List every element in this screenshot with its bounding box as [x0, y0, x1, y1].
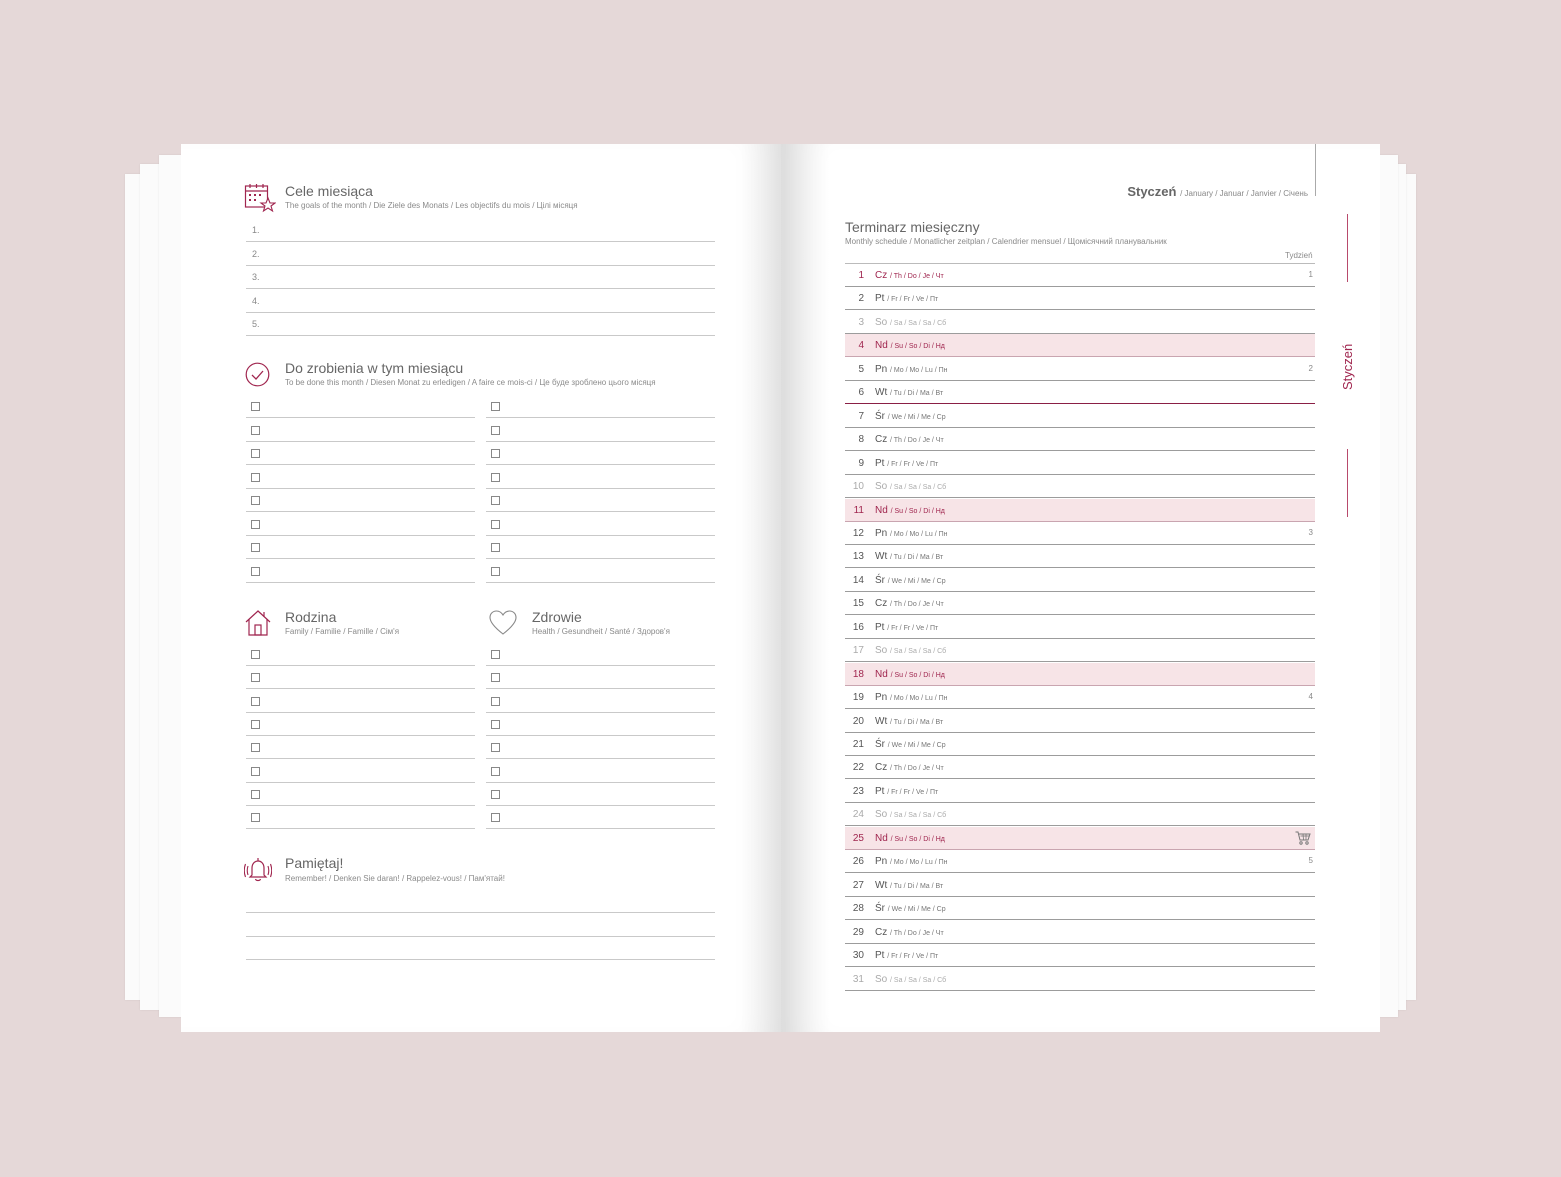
todo-line-right[interactable]	[486, 441, 715, 442]
day-number: 12	[852, 527, 864, 539]
todo-line-left[interactable]	[246, 488, 475, 489]
week-number: 2	[1308, 363, 1313, 373]
day-name	[875, 481, 946, 492]
day-translations: / Fr / Fr / Ve / Пт	[887, 624, 939, 632]
goal-number: 5.	[252, 319, 260, 329]
day-name	[875, 270, 944, 281]
day-abbrev: So	[875, 645, 888, 657]
bell-icon	[244, 856, 272, 884]
week-number: 5	[1308, 856, 1313, 866]
day-row[interactable]	[845, 405, 1315, 428]
day-row[interactable]	[845, 968, 1315, 991]
day-translations: / Fr / Fr / Ve / Пт	[887, 296, 939, 304]
day-abbrev: Pt	[875, 621, 885, 633]
day-number: 18	[852, 668, 864, 680]
day-number: 10	[852, 481, 864, 493]
day-row[interactable]	[845, 733, 1315, 756]
day-row[interactable]	[845, 874, 1315, 897]
family-health-line-right[interactable]	[486, 665, 715, 666]
day-number: 31	[852, 973, 864, 985]
day-translations: / We / Mi / Me / Ср	[887, 906, 946, 914]
todo-checkbox-left[interactable]	[251, 567, 260, 576]
day-row[interactable]	[845, 499, 1315, 522]
day-name	[875, 575, 946, 586]
day-translations: / Th / Do / Je / Чт	[890, 601, 944, 609]
day-translations: / We / Mi / Me / Ср	[887, 577, 946, 585]
day-row[interactable]	[845, 569, 1315, 592]
family-health-line-left[interactable]	[246, 665, 475, 666]
goal-line[interactable]	[246, 241, 715, 242]
todo-line-right[interactable]	[486, 535, 715, 536]
day-number: 3	[858, 316, 864, 328]
family-health-checkbox-right[interactable]	[491, 720, 500, 729]
day-name	[875, 293, 938, 304]
family-health-checkbox-left[interactable]	[251, 697, 260, 706]
day-abbrev: Cz	[875, 270, 888, 281]
family-health-line-right[interactable]	[486, 688, 715, 689]
day-name	[875, 739, 946, 750]
remember-line[interactable]	[246, 936, 715, 937]
remember-line[interactable]	[246, 959, 715, 960]
day-abbrev: Nd	[875, 340, 888, 352]
day-translations: / Sa / Sa / Sa / Сб	[890, 648, 947, 656]
remember-line[interactable]	[246, 912, 715, 913]
day-row[interactable]	[845, 921, 1315, 944]
family-health-checkbox-right[interactable]	[491, 767, 500, 776]
family-health-checkbox-right[interactable]	[491, 813, 500, 822]
day-row[interactable]	[845, 264, 1315, 287]
todo-checkbox-right[interactable]	[491, 449, 500, 458]
day-name	[875, 950, 938, 961]
week-number: 1	[1308, 270, 1313, 279]
family-health-checkbox-left[interactable]	[251, 650, 260, 659]
month-translations: / January / Januar / Janvier / Січень	[1180, 189, 1308, 198]
todo-checkbox-right[interactable]	[491, 567, 500, 576]
day-row[interactable]	[845, 592, 1315, 615]
tab-line-bottom	[1347, 449, 1348, 517]
day-translations: / Sa / Sa / Sa / Сб	[890, 976, 947, 984]
day-row[interactable]	[845, 475, 1315, 498]
todo-checkbox-right[interactable]	[491, 426, 500, 435]
day-number: 25	[852, 832, 864, 844]
day-name	[875, 317, 946, 328]
day-number: 8	[858, 434, 864, 446]
family-health-checkbox-left[interactable]	[251, 720, 260, 729]
day-row[interactable]	[845, 780, 1315, 803]
day-translations: / Su / So / Di / Нд	[890, 835, 945, 843]
family-subtitle: Family / Familie / Famille / Сім'я	[285, 627, 400, 636]
family-health-checkbox-left[interactable]	[251, 743, 260, 752]
day-abbrev: Nd	[875, 668, 888, 680]
goal-number: 1.	[252, 225, 260, 235]
day-name	[875, 809, 946, 820]
todo-title: Do zrobienia w tym miesiącu	[285, 360, 464, 376]
week-number: 3	[1308, 527, 1313, 537]
day-abbrev: Pt	[875, 785, 885, 797]
day-name	[875, 622, 938, 633]
day-row[interactable]	[845, 287, 1315, 310]
day-row[interactable]	[845, 381, 1315, 404]
heart-icon	[489, 610, 517, 636]
day-row[interactable]	[845, 710, 1315, 733]
family-health-checkbox-left[interactable]	[251, 767, 260, 776]
day-abbrev: Cz	[875, 598, 888, 610]
family-health-checkbox-right[interactable]	[491, 697, 500, 706]
family-health-checkbox-left[interactable]	[251, 813, 260, 822]
day-name	[875, 551, 943, 562]
day-number: 22	[852, 762, 864, 774]
day-row[interactable]	[845, 522, 1315, 545]
family-health-line-right[interactable]	[486, 735, 715, 736]
family-health-checkbox-right[interactable]	[491, 790, 500, 799]
goals-subtitle: The goals of the month / Die Ziele des Monats / Les objectifs du mois / Цілі місяця	[285, 201, 578, 210]
family-health-line-right[interactable]	[486, 828, 715, 829]
family-health-line-left[interactable]	[246, 712, 475, 713]
day-name	[875, 598, 944, 609]
day-number: 17	[852, 645, 864, 657]
day-name	[875, 786, 938, 797]
todo-checkbox-left[interactable]	[251, 543, 260, 552]
shopping-cart-icon	[1295, 831, 1311, 845]
todo-checkbox-left[interactable]	[251, 402, 260, 411]
day-number: 23	[852, 785, 864, 797]
day-number: 26	[852, 856, 864, 868]
day-number: 16	[852, 621, 864, 633]
day-number: 2	[858, 293, 864, 305]
goal-line[interactable]	[246, 335, 715, 336]
day-name	[875, 411, 946, 422]
family-health-line-left[interactable]	[246, 688, 475, 689]
goal-line[interactable]	[246, 288, 715, 289]
day-number: 6	[858, 387, 864, 399]
todo-checkbox-left[interactable]	[251, 449, 260, 458]
day-abbrev: So	[875, 973, 888, 985]
day-abbrev: Pt	[875, 457, 885, 469]
family-title: Rodzina	[285, 609, 337, 625]
day-name	[875, 505, 945, 516]
goal-number: 2.	[252, 248, 260, 259]
day-row[interactable]	[845, 311, 1315, 334]
day-name	[875, 856, 948, 867]
day-name	[875, 387, 943, 398]
family-health-line-left[interactable]	[246, 782, 475, 783]
left-page	[181, 144, 781, 1032]
day-abbrev: Pt	[875, 950, 885, 962]
day-abbrev: So	[875, 481, 888, 493]
todo-line-left[interactable]	[246, 441, 475, 442]
day-name	[875, 692, 948, 703]
day-abbrev: Śr	[875, 574, 885, 586]
todo-checkbox-right[interactable]	[491, 543, 500, 552]
day-row[interactable]	[845, 334, 1315, 357]
day-name	[875, 645, 946, 656]
day-translations: / We / Mi / Me / Ср	[887, 742, 946, 749]
day-name	[875, 716, 943, 727]
day-number: 27	[852, 879, 864, 891]
goal-line[interactable]	[246, 265, 715, 266]
todo-checkbox-right[interactable]	[491, 496, 500, 505]
day-abbrev: Nd	[875, 504, 888, 516]
todo-line-right[interactable]	[486, 511, 715, 512]
day-abbrev: Pn	[875, 527, 888, 539]
month-header	[1127, 184, 1308, 199]
day-number: 19	[852, 692, 864, 704]
day-number: 1	[858, 270, 864, 281]
day-row[interactable]	[845, 850, 1315, 873]
family-health-line-left[interactable]	[246, 828, 475, 829]
goal-number: 4.	[252, 295, 260, 306]
month-name: Styczeń	[1127, 184, 1177, 199]
day-abbrev: So	[875, 316, 888, 328]
family-health-line-right[interactable]	[486, 782, 715, 783]
day-abbrev: Śr	[875, 903, 885, 915]
day-translations: / Su / So / Di / Нд	[890, 343, 945, 351]
todo-checkbox-left[interactable]	[251, 496, 260, 505]
day-row[interactable]	[845, 944, 1315, 967]
day-translations: / Tu / Di / Ma / Вт	[890, 718, 944, 726]
day-row[interactable]	[845, 358, 1315, 381]
day-translations: / Mo / Mo / Lu / Пн	[890, 366, 948, 374]
day-row[interactable]	[845, 428, 1315, 451]
family-health-checkbox-right[interactable]	[491, 673, 500, 682]
day-abbrev: Śr	[875, 739, 885, 750]
family-health-checkbox-right[interactable]	[491, 650, 500, 659]
day-name	[875, 458, 938, 469]
month-tab[interactable]: Styczeń	[1340, 343, 1355, 390]
day-name	[875, 528, 948, 539]
day-abbrev: Wt	[875, 715, 888, 727]
day-abbrev: Pn	[875, 363, 888, 375]
todo-subtitle: To be done this month / Diesen Monat zu erledigen / A faire ce mois-ci / Це буде зроблено цього місяця	[285, 378, 656, 387]
family-health-line-right[interactable]	[486, 805, 715, 806]
day-number: 4	[858, 340, 864, 352]
family-health-line-left[interactable]	[246, 758, 475, 759]
todo-line-right[interactable]	[486, 558, 715, 559]
day-name	[875, 762, 944, 773]
day-abbrev: Cz	[875, 762, 888, 774]
day-name	[875, 880, 943, 891]
todo-checkbox-left[interactable]	[251, 520, 260, 529]
day-name	[875, 927, 944, 938]
schedule-subtitle: Monthly schedule / Monatlicher zeitplan / Calendrier mensuel / Щомісячний планувальник	[845, 237, 1167, 246]
goals-title: Cele miesiąca	[285, 183, 373, 199]
calendar-star-icon	[244, 183, 276, 213]
day-number: 28	[852, 903, 864, 915]
family-health-line-right[interactable]	[486, 712, 715, 713]
todo-line-right[interactable]	[486, 582, 715, 583]
day-row[interactable]	[845, 663, 1315, 686]
day-row[interactable]	[845, 452, 1315, 475]
day-row[interactable]	[845, 803, 1315, 826]
day-number: 9	[858, 457, 864, 469]
day-number: 24	[852, 809, 864, 821]
day-name	[875, 903, 946, 914]
day-number: 30	[852, 950, 864, 962]
family-health-checkbox-right[interactable]	[491, 743, 500, 752]
todo-checkbox-right[interactable]	[491, 473, 500, 482]
family-health-checkbox-left[interactable]	[251, 790, 260, 799]
day-row[interactable]	[845, 827, 1315, 850]
family-health-line-right[interactable]	[486, 758, 715, 759]
day-abbrev: Pn	[875, 692, 888, 704]
week-header: Tydzień	[1285, 251, 1313, 260]
todo-checkbox-right[interactable]	[491, 402, 500, 411]
health-title: Zdrowie	[532, 609, 582, 625]
remember-title: Pamiętaj!	[285, 855, 344, 871]
day-number: 5	[858, 363, 864, 375]
day-number: 13	[852, 551, 864, 563]
todo-line-right[interactable]	[486, 464, 715, 465]
todo-checkbox-left[interactable]	[251, 473, 260, 482]
day-abbrev: Pt	[875, 293, 885, 305]
day-translations: / We / Mi / Me / Ср	[887, 413, 946, 421]
day-number: 21	[852, 739, 864, 750]
day-name	[875, 974, 946, 985]
day-translations: / Mo / Mo / Lu / Пн	[890, 695, 948, 703]
day-abbrev: Cz	[875, 926, 888, 938]
todo-line-left[interactable]	[246, 417, 475, 418]
day-abbrev: Pn	[875, 856, 888, 868]
day-translations: / Tu / Di / Ma / Вт	[890, 390, 944, 398]
todo-line-left[interactable]	[246, 582, 475, 583]
day-translations: / Mo / Mo / Lu / Пн	[890, 530, 948, 538]
day-row[interactable]	[845, 756, 1315, 779]
house-icon	[244, 609, 272, 637]
day-translations: / Sa / Sa / Sa / Сб	[890, 484, 947, 492]
day-number: 7	[858, 410, 864, 422]
day-row[interactable]	[845, 545, 1315, 568]
day-number: 11	[853, 504, 864, 516]
todo-line-right[interactable]	[486, 417, 715, 418]
day-abbrev: Nd	[875, 832, 888, 844]
day-row[interactable]	[845, 616, 1315, 639]
check-circle-icon	[245, 362, 270, 387]
day-abbrev: Cz	[875, 434, 888, 446]
day-translations: / Th / Do / Je / Чт	[890, 273, 944, 280]
day-translations: / Fr / Fr / Ve / Пт	[887, 460, 939, 468]
day-name	[875, 434, 944, 445]
day-translations: / Su / So / Di / Нд	[890, 507, 945, 515]
todo-checkbox-left[interactable]	[251, 426, 260, 435]
day-row[interactable]	[845, 686, 1315, 709]
todo-line-left[interactable]	[246, 535, 475, 536]
day-row[interactable]	[845, 897, 1315, 920]
day-translations: / Su / So / Di / Нд	[890, 671, 945, 679]
day-translations: / Fr / Fr / Ve / Пт	[887, 953, 939, 961]
goal-line[interactable]	[246, 312, 715, 313]
schedule-title: Terminarz miesięczny	[845, 219, 980, 235]
day-abbrev: Wt	[875, 387, 888, 399]
remember-subtitle: Remember! / Denken Sie daran! / Rappelez-vous! / Пам'ятай!	[285, 874, 505, 883]
day-abbrev: Wt	[875, 879, 888, 891]
family-health-line-left[interactable]	[246, 805, 475, 806]
todo-line-left[interactable]	[246, 558, 475, 559]
week-number: 4	[1308, 692, 1313, 702]
day-name	[875, 364, 948, 375]
day-number: 29	[852, 926, 864, 938]
tab-line-top	[1347, 214, 1348, 282]
day-translations: / Th / Do / Je / Чт	[890, 929, 944, 937]
day-translations: / Fr / Fr / Ve / Пт	[887, 788, 939, 796]
day-abbrev: Śr	[875, 410, 885, 422]
family-health-line-left[interactable]	[246, 735, 475, 736]
day-translations: / Th / Do / Je / Чт	[890, 437, 944, 445]
day-row[interactable]	[845, 639, 1315, 662]
day-translations: / Th / Do / Je / Чт	[890, 765, 944, 773]
day-translations: / Tu / Di / Ma / Вт	[890, 554, 944, 562]
header-divider	[1315, 144, 1316, 196]
day-name	[875, 669, 945, 680]
todo-line-left[interactable]	[246, 511, 475, 512]
day-translations: / Mo / Mo / Lu / Пн	[890, 859, 948, 867]
day-translations: / Tu / Di / Ma / Вт	[890, 882, 944, 890]
day-abbrev: So	[875, 809, 888, 821]
day-translations: / Sa / Sa / Sa / Сб	[890, 319, 947, 327]
health-subtitle: Health / Gesundheit / Santé / Здоров'я	[532, 627, 670, 636]
family-health-checkbox-left[interactable]	[251, 673, 260, 682]
day-name	[875, 340, 945, 351]
day-number: 20	[852, 715, 864, 727]
todo-line-left[interactable]	[246, 464, 475, 465]
goal-number: 3.	[252, 272, 260, 282]
day-abbrev: Wt	[875, 551, 888, 563]
day-number: 15	[852, 598, 864, 610]
day-number: 14	[852, 574, 864, 586]
day-translations: / Sa / Sa / Sa / Сб	[890, 812, 947, 820]
day-name	[875, 833, 945, 844]
todo-checkbox-right[interactable]	[491, 520, 500, 529]
todo-line-right[interactable]	[486, 488, 715, 489]
